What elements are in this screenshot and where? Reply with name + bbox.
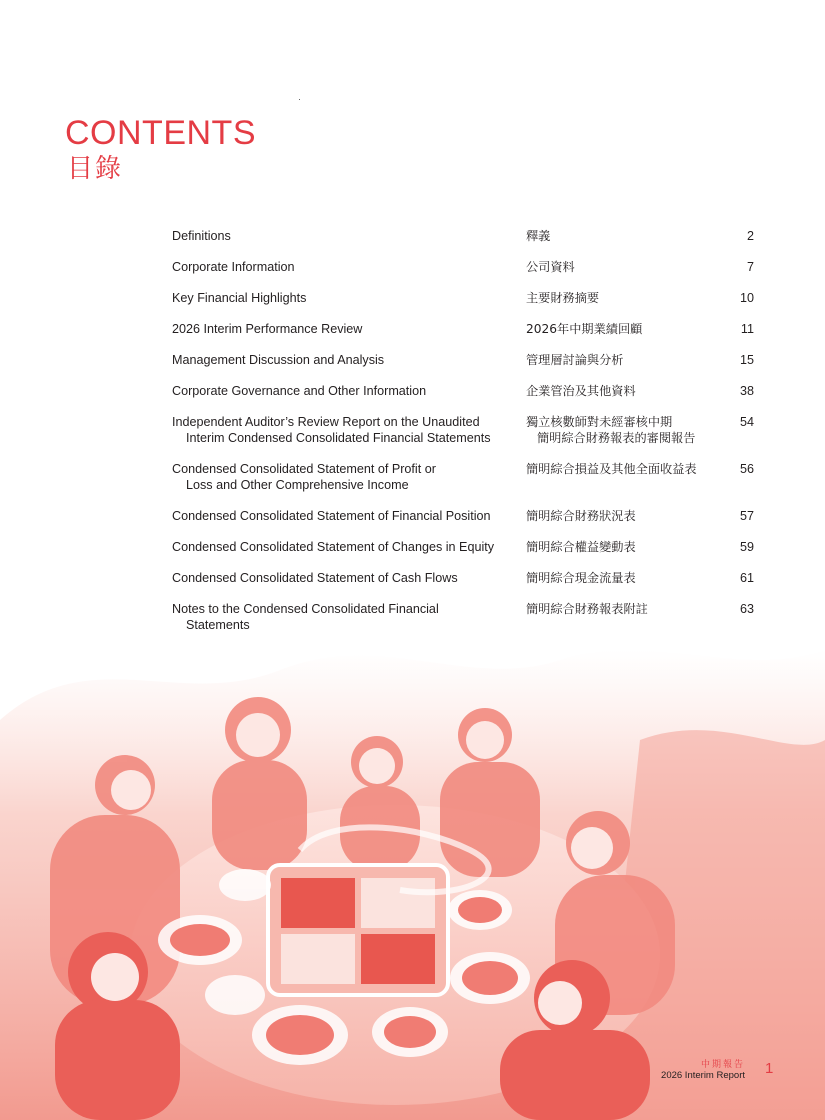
toc-entry-title-zh: 簡明綜合財務報表附註 — [526, 602, 648, 616]
toc-entry-page: 56 — [739, 462, 754, 476]
toc-entry-page: 57 — [739, 509, 754, 523]
toc-entry[interactable] — [172, 259, 756, 275]
hotpot-dinner-illustration — [0, 600, 825, 1120]
toc-entry-title-en: Condensed Consolidated Statement of Profit or Loss and Other Comprehensive Income — [172, 462, 436, 492]
toc-entry[interactable] — [172, 228, 756, 244]
toc-entry-page: 15 — [739, 353, 754, 367]
footer-label-zh: 中期報告 — [700, 1060, 745, 1070]
toc-entry-page: 61 — [739, 571, 754, 585]
toc-entry-title-en: Corporate Information — [172, 260, 295, 274]
toc-entry-title-en: Notes to the Condensed Consolidated Financial Statements — [172, 602, 439, 632]
toc-entry[interactable] — [172, 383, 756, 399]
toc-entry-title-en: Management Discussion and Analysis — [172, 353, 385, 367]
toc-entry[interactable] — [172, 508, 756, 524]
toc-entry[interactable] — [172, 352, 756, 368]
toc-entry[interactable] — [172, 321, 756, 337]
toc-entry-title-en: Corporate Governance and Other Information — [172, 384, 427, 398]
toc-entry-title-en: Condensed Consolidated Statement of Financial Position — [172, 509, 491, 523]
toc-entry-page: 63 — [739, 602, 754, 616]
toc-entry-page: 2 — [746, 229, 754, 243]
toc-entry-page: 11 — [740, 322, 754, 336]
toc-entry-title-zh: 企業管治及其他資料 — [526, 384, 636, 398]
toc-entry-title-en: Independent Auditor’s Review Report on the Unaudited Interim Condensed Consolidated Financial Statements — [172, 415, 491, 445]
toc-entry-page: 54 — [739, 415, 754, 429]
page-title-en: CONTENTS — [65, 114, 256, 152]
toc-entry[interactable] — [172, 414, 756, 446]
toc-entry-page: 59 — [739, 540, 754, 554]
toc-entry-title-en: Condensed Consolidated Statement of Changes in Equity — [172, 540, 495, 554]
toc-entry-title-zh: 簡明綜合損益及其他全面收益表 — [526, 462, 697, 476]
toc-entry-title-en: Condensed Consolidated Statement of Cash Flows — [172, 571, 458, 585]
toc-entry-page: 38 — [739, 384, 754, 398]
toc-entry-title-zh: 2026年中期業績回顧 — [526, 322, 643, 336]
toc-entry[interactable] — [172, 461, 756, 493]
footer-label-en: 2026 Interim Report — [661, 1070, 745, 1081]
footer-page-number: 1 — [765, 1060, 774, 1077]
toc-entry-title-zh: 主要財務摘要 — [526, 291, 600, 305]
toc-entry[interactable] — [172, 570, 756, 586]
toc-entry-title-zh: 簡明綜合現金流量表 — [526, 571, 636, 585]
table-of-contents — [172, 228, 756, 648]
toc-entry[interactable] — [172, 539, 756, 555]
toc-entry-page: 7 — [746, 260, 754, 274]
toc-entry-title-zh: 管理層討論與分析 — [526, 353, 624, 367]
toc-entry-title-en: Definitions — [172, 229, 231, 243]
toc-entry-title-zh: 簡明綜合財務狀況表 — [526, 509, 636, 523]
toc-entry-title-en: Key Financial Highlights — [172, 291, 307, 305]
toc-entry[interactable] — [172, 290, 756, 306]
toc-entry-title-zh: 獨立核數師對未經審核中期 簡明綜合財務報表的審閱報告 — [526, 415, 696, 445]
toc-entry-page: 10 — [739, 291, 754, 305]
stray-dot — [299, 99, 300, 100]
toc-entry-title-zh: 釋義 — [526, 229, 551, 243]
toc-entry-title-en: 2026 Interim Performance Review — [172, 322, 363, 336]
page-title-zh: 目錄 — [67, 154, 124, 184]
toc-entry-title-zh: 簡明綜合權益變動表 — [526, 540, 636, 554]
toc-entry-title-zh: 公司資料 — [526, 260, 575, 274]
